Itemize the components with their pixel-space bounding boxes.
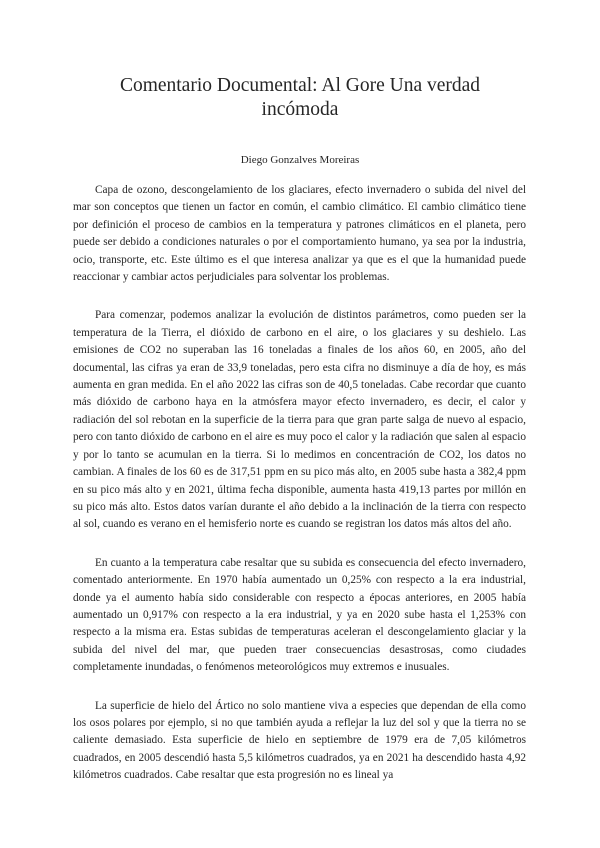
document-title: Comentario Documental: Al Gore Una verdad incómoda: [119, 75, 481, 120]
document-body: [73, 182, 526, 806]
paragraph-intro: Capa de ozono, descongelamiento de los glaciares, efecto invernadero o subida del nivel del mar son conceptos que tienen un factor en común, el cambio climático. El cambio climático tiene por definición el proceso de cambios en la temperatura y patrones climáticos en el planeta, pero puede ser debido a condiciones naturales o por el comportamiento humano, ya sea por la industria, ocio, transporte, etc. Este último es el que interesa analizar ya que es el que la humanidad puede reaccionar y cambiar actos perjudiciales para solventar los problemas.: [73, 184, 526, 284]
document-author: Diego Gonzalves Moreiras: [240, 154, 360, 166]
paragraph-co2: Para comenzar, podemos analizar la evolución de distintos parámetros, como pueden ser la temperatura de la Tierra, el dióxido de carbono en el aire, o los glaciares y su deshielo. Las emisiones de CO2 no superaban las 16 toneladas a finales de los años 60, en 2005, año del documental, las cifras ya eran de 33,9 toneladas, pero esta cifra no disminuye a día de hoy, es más aumenta en gran medida. En el año 2022 las cifras son de 40,5 toneladas. Cabe recordar que cuanto más dióxido de carbono haya en la atmósfera mayor efecto invernadero, es decir, el calor y radiación del sol rebotan en la superficie de la tierra para que gran parte salga de nuevo al espacio, pero con tanto dióxido de carbono en el aire es muy poco el calor y la radiación que salen al espacio y por lo tanto se acumulan en la tierra. Si lo medimos en concentración de CO2, los datos no cambian. A finales de los 60 es de 317,51 ppm en su pico más alto, en 2005 sube hasta a 382,4 ppm en su pico más alto y en 2021, última fecha disponible, aumenta hasta 419,13 partes por millón en su pico más alto. Estos datos varían durante el año debido a la inclinación de la tierra con respecto al sol, cuando es verano en el hemisferio norte es cuando se registran los datos más altos del año.: [73, 309, 526, 531]
paragraph-arctic-ice: La superficie de hielo del Ártico no solo mantiene viva a especies que dependan de ella como los osos polares por ejemplo, si no que también ayuda a reflejar la luz del sol y que la tierra no se caliente demasiado. Esta superficie de hielo en septiembre de 1979 era de 7,05 kilómetros cuadrados, en 2005 descendió hasta 5,5 kilómetros cuadrados, ya en 2021 ha descendido hasta 4,92 kilómetros cuadrados. Cabe resaltar que esta progresión no es lineal ya: [73, 699, 526, 782]
paragraph-temperature: En cuanto a la temperatura cabe resaltar que su subida es consecuencia del efecto invernadero, comentado anteriormente. En 1970 había aumentado un 0,25% con respecto a la era industrial, donde ya el aumento había sido considerable con respecto a épocas anteriores, en 2005 había aumentado un 0,917% con respecto a la era industrial, y ya en 2020 sube hasta el 1,253% con respecto a la misma era. Estas subidas de temperaturas aceleran el descongelamiento glaciar y la subida del nivel del mar, que pueden traer consecuencias desastrosas, como ciudades completamente inundadas, o fenómenos meteorológicos muy extremos e inusuales.: [73, 556, 526, 674]
